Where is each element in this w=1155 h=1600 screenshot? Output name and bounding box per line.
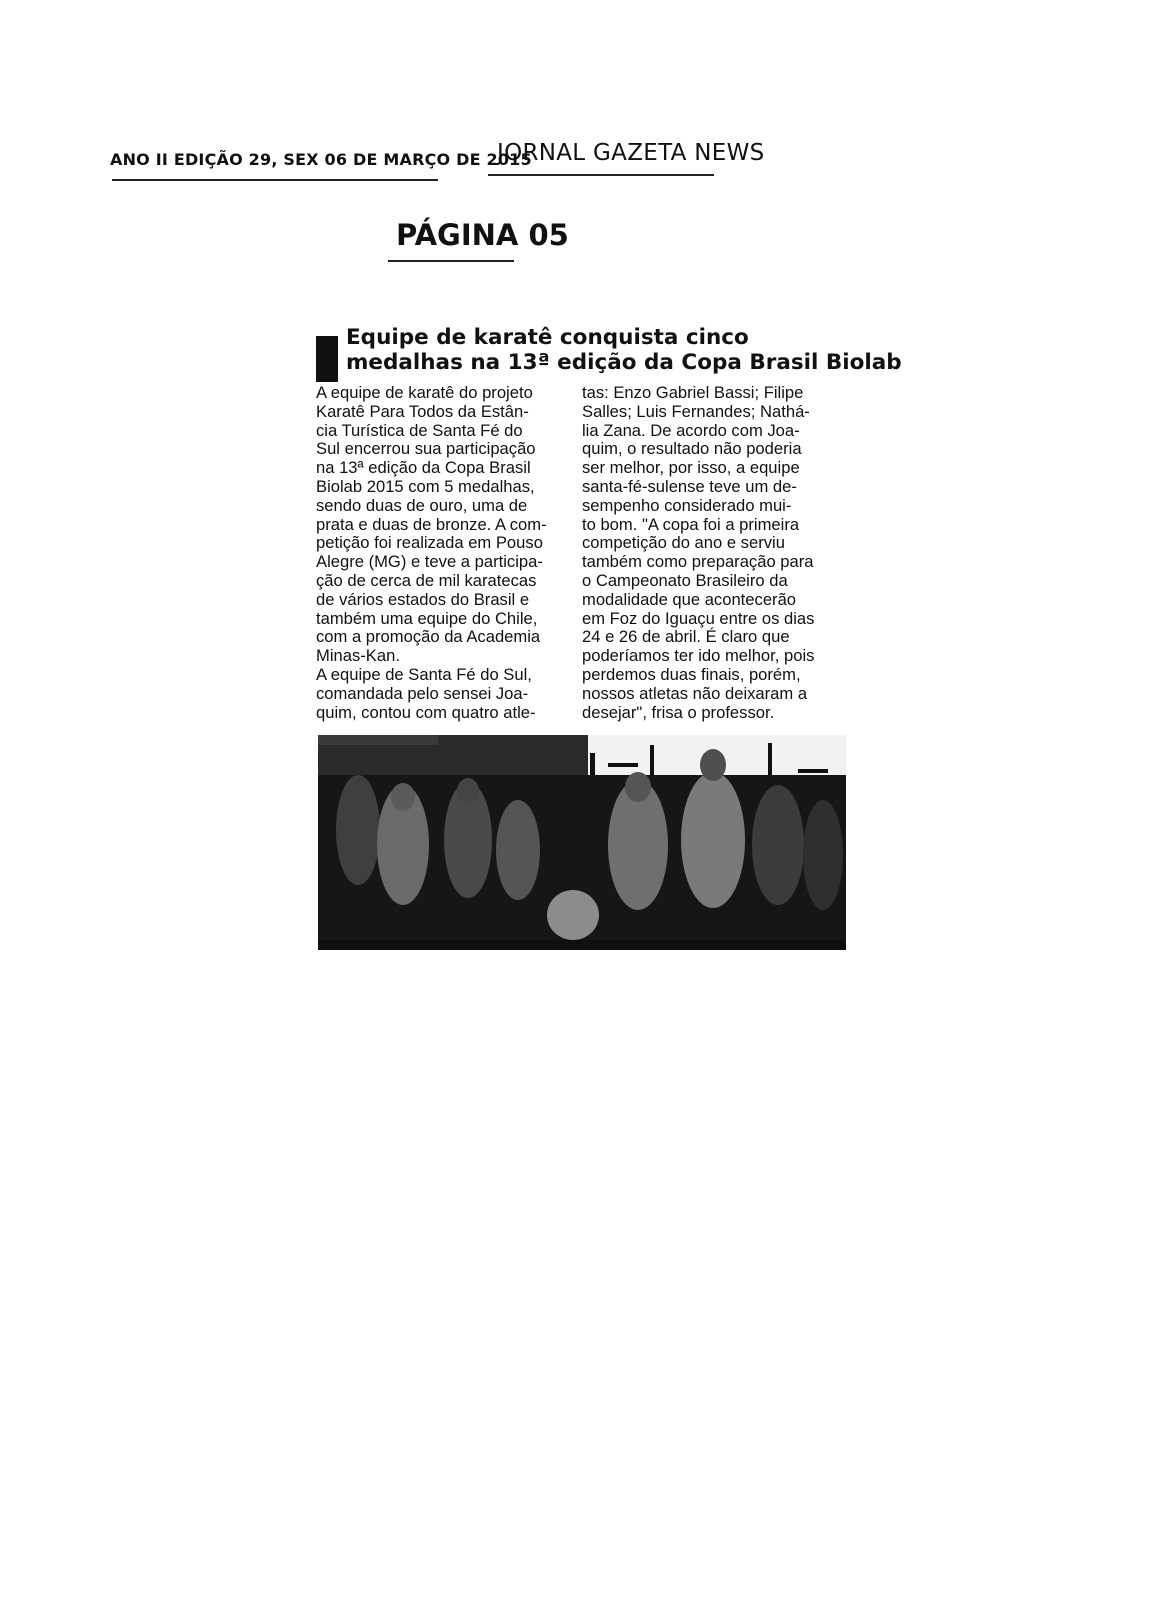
text-line: na 13ª edição da Copa Brasil (316, 458, 531, 478)
text-line: quim, contou com quatro atle- (316, 702, 536, 722)
headline-marker-bar (316, 336, 338, 382)
text-line: quim, o resultado não poderia (582, 439, 802, 459)
text-line: to bom. "A copa foi a primeira (582, 514, 800, 534)
text-line: Karatê Para Todos da Estân- (316, 401, 529, 421)
headline-line: medalhas na 13ª edição da Copa Brasil Biolab (346, 350, 902, 375)
text-line: tas: Enzo Gabriel Bassi; Filipe (582, 383, 804, 402)
text-line: petição foi realizada em Pouso (316, 533, 543, 553)
text-line: ser melhor, por isso, a equipe (582, 458, 800, 478)
text-line: A equipe de Santa Fé do Sul, (316, 664, 532, 684)
text-line: santa-fé-sulense teve um de- (582, 476, 797, 496)
text-line: A equipe de karatê do projeto (316, 383, 533, 402)
page-number-label: PÁGINA 05 (396, 218, 569, 252)
text-line: comandada pelo sensei Joa- (316, 683, 529, 703)
text-line: em Foz do Iguaçu entre os dias (582, 608, 815, 628)
text-line: nossos atletas não deixaram a (582, 683, 808, 703)
text-line: desejar", frisa o professor. (582, 702, 775, 722)
article-column-left (316, 384, 570, 722)
team-photo-image (318, 735, 846, 950)
text-line: Minas-Kan. (316, 646, 400, 666)
text-line: também como preparação para (582, 552, 814, 572)
text-line: modalidade que acontecerão (582, 589, 797, 609)
text-line: prata e duas de bronze. A com- (316, 514, 547, 534)
text-line: poderíamos ter ido melhor, pois (582, 646, 815, 666)
text-line: Alegre (MG) e teve a participa- (316, 552, 543, 572)
text-line: competição do ano e serviu (582, 533, 785, 553)
text-line: Salles; Luis Fernandes; Nathá- (582, 401, 810, 421)
text-line: com a promoção da Academia (316, 627, 541, 647)
text-line: perdemos duas finais, porém, (582, 664, 801, 684)
text-line: lia Zana. De acordo com Joa- (582, 420, 800, 440)
text-line: de vários estados do Brasil e (316, 589, 530, 609)
article-headline (346, 325, 902, 375)
text-line: Sul encerrou sua participação (316, 439, 536, 459)
text-line: cia Turística de Santa Fé do (316, 420, 523, 440)
text-line: sempenho considerado mui- (582, 495, 792, 515)
team-photo (318, 735, 846, 950)
headline-line: Equipe de karatê conquista cinco (346, 325, 749, 350)
text-line: 24 e 26 de abril. É claro que (582, 627, 790, 647)
text-line: o Campeonato Brasileiro da (582, 570, 788, 590)
text-line: também uma equipe do Chile, (316, 608, 538, 628)
article-column-right (582, 384, 838, 722)
text-line: ção de cerca de mil karatecas (316, 570, 537, 590)
text-line: sendo duas de ouro, uma de (316, 495, 528, 515)
text-line: Biolab 2015 com 5 medalhas, (316, 476, 535, 496)
edition-info: ANO II EDIÇÃO 29, SEX 06 DE MARÇO DE 2015 (110, 150, 532, 169)
page-number-underline (388, 260, 514, 262)
newspaper-name: JORNAL GAZETA NEWS (497, 140, 765, 166)
newspaper-underline (488, 174, 714, 176)
edition-underline (112, 179, 438, 181)
